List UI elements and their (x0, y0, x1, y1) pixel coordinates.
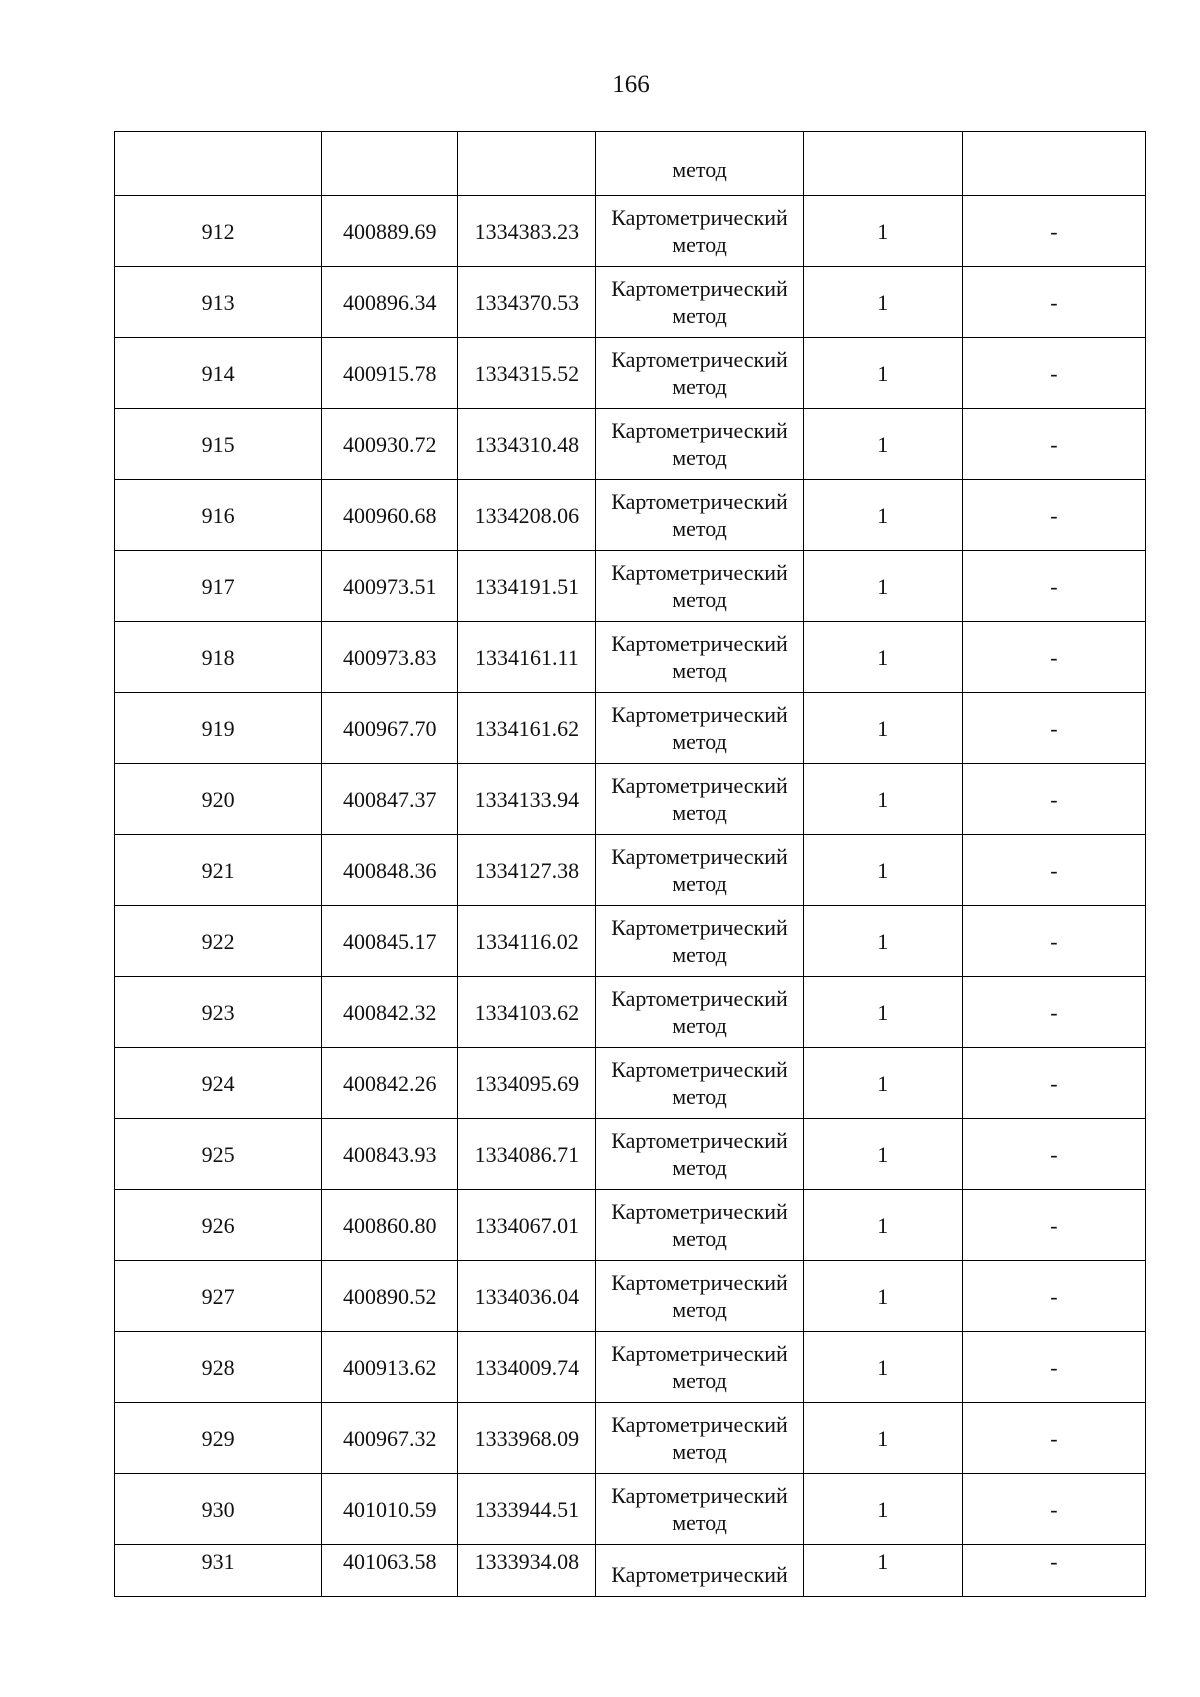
method-line: метод (672, 445, 727, 470)
cell-note: - (962, 1474, 1145, 1545)
cell-point-number: 916 (115, 480, 322, 551)
cell-y: 1334161.62 (458, 693, 596, 764)
method-line: метод (672, 1510, 727, 1535)
method-line: метод (672, 516, 727, 541)
cell-method (596, 1474, 803, 1545)
method-line: метод (672, 1013, 727, 1038)
method-line: Картометрический (611, 986, 788, 1011)
cell-note: - (962, 622, 1145, 693)
cell-method (596, 1261, 803, 1332)
cell-point-number: 917 (115, 551, 322, 622)
table-row (115, 835, 1146, 906)
cell-point-number: 913 (115, 267, 322, 338)
cell-point-number: 924 (115, 1048, 322, 1119)
method-line: метод (672, 1226, 727, 1251)
method-line: Картометрический (611, 418, 788, 443)
cell-note: - (962, 693, 1145, 764)
cell-y: 1334116.02 (458, 906, 596, 977)
table-row (115, 906, 1146, 977)
cell-y: 1333934.08 (458, 1545, 596, 1597)
page-number: 166 (612, 71, 650, 98)
cell-point-number: 915 (115, 409, 322, 480)
cell-note: - (962, 906, 1145, 977)
cell-note: - (962, 1332, 1145, 1403)
cell-accuracy: 1 (803, 1545, 962, 1597)
cell-y: 1334086.71 (458, 1119, 596, 1190)
cell-note: - (962, 480, 1145, 551)
cell-accuracy: 1 (803, 906, 962, 977)
method-line: метод (672, 729, 727, 754)
cell-method (596, 480, 803, 551)
cell-accuracy: 1 (803, 1403, 962, 1474)
cell-y: 1334127.38 (458, 835, 596, 906)
cell-point-number: 930 (115, 1474, 322, 1545)
method-line: Картометрический (611, 1270, 788, 1295)
coordinates-table-body (115, 132, 1146, 1597)
cell-point-number: 931 (115, 1545, 322, 1597)
cell-y (458, 132, 596, 196)
cell-y: 1334370.53 (458, 267, 596, 338)
cell-method (596, 267, 803, 338)
cell-x: 400973.51 (322, 551, 458, 622)
cell-y: 1334161.11 (458, 622, 596, 693)
cell-note: - (962, 409, 1145, 480)
cell-x: 400960.68 (322, 480, 458, 551)
cell-point-number: 927 (115, 1261, 322, 1332)
method-line: метод (672, 1297, 727, 1322)
cell-accuracy: 1 (803, 1261, 962, 1332)
table-row (115, 1545, 1146, 1597)
cell-point-number (115, 132, 322, 196)
cell-point-number: 919 (115, 693, 322, 764)
cell-point-number: 928 (115, 1332, 322, 1403)
cell-method (596, 196, 803, 267)
table-row (115, 409, 1146, 480)
cell-accuracy: 1 (803, 338, 962, 409)
cell-y: 1334310.48 (458, 409, 596, 480)
cell-accuracy: 1 (803, 551, 962, 622)
method-line: метод (672, 232, 727, 257)
cell-accuracy: 1 (803, 409, 962, 480)
cell-y: 1334009.74 (458, 1332, 596, 1403)
cell-y: 1333944.51 (458, 1474, 596, 1545)
cell-y: 1334315.52 (458, 338, 596, 409)
method-line: Картометрический (611, 631, 788, 656)
method-line: Картометрический (611, 1341, 788, 1366)
method-line: Картометрический (611, 1483, 788, 1508)
table-row (115, 764, 1146, 835)
cell-y: 1333968.09 (458, 1403, 596, 1474)
cell-x: 400973.83 (322, 622, 458, 693)
continuation-row (115, 132, 1146, 196)
cell-note: - (962, 551, 1145, 622)
coordinates-table (114, 131, 1146, 1597)
cell-x: 400896.34 (322, 267, 458, 338)
cell-note: - (962, 338, 1145, 409)
cell-point-number: 918 (115, 622, 322, 693)
cell-method: метод (596, 132, 803, 196)
table-row (115, 1474, 1146, 1545)
table-row (115, 977, 1146, 1048)
table-row (115, 267, 1146, 338)
cell-accuracy: 1 (803, 1119, 962, 1190)
cell-accuracy: 1 (803, 764, 962, 835)
cell-accuracy: 1 (803, 977, 962, 1048)
cell-x: 400848.36 (322, 835, 458, 906)
table-row (115, 1048, 1146, 1119)
cell-x: 400913.62 (322, 1332, 458, 1403)
cell-x: 401063.58 (322, 1545, 458, 1597)
cell-note: - (962, 977, 1145, 1048)
cell-y: 1334103.62 (458, 977, 596, 1048)
cell-point-number: 926 (115, 1190, 322, 1261)
cell-method (596, 409, 803, 480)
cell-x: 400890.52 (322, 1261, 458, 1332)
cell-note: - (962, 1048, 1145, 1119)
cell-method (596, 1190, 803, 1261)
cell-method (596, 1403, 803, 1474)
cell-y: 1334191.51 (458, 551, 596, 622)
method-line: Картометрический (611, 560, 788, 585)
cell-note: - (962, 1261, 1145, 1332)
cell-note: - (962, 1190, 1145, 1261)
method-line: Картометрический (611, 702, 788, 727)
cell-method (596, 1119, 803, 1190)
cell-note: - (962, 267, 1145, 338)
table-row (115, 338, 1146, 409)
cell-x: 400860.80 (322, 1190, 458, 1261)
cell-note: - (962, 764, 1145, 835)
table-row (115, 1332, 1146, 1403)
cell-x: 400845.17 (322, 906, 458, 977)
cell-x: 400847.37 (322, 764, 458, 835)
cell-y: 1334067.01 (458, 1190, 596, 1261)
method-line: метод (672, 587, 727, 612)
cell-x: 401010.59 (322, 1474, 458, 1545)
cell-x: 400930.72 (322, 409, 458, 480)
cell-accuracy: 1 (803, 1190, 962, 1261)
cell-point-number: 922 (115, 906, 322, 977)
cell-x (322, 132, 458, 196)
cell-note: - (962, 196, 1145, 267)
method-line: Картометрический (611, 1057, 788, 1082)
cell-y: 1334095.69 (458, 1048, 596, 1119)
cell-method (596, 1048, 803, 1119)
cell-x: 400842.32 (322, 977, 458, 1048)
table-row (115, 622, 1146, 693)
cell-method (596, 1545, 803, 1597)
table-row (115, 1119, 1146, 1190)
cell-x: 400967.32 (322, 1403, 458, 1474)
cell-y: 1334383.23 (458, 196, 596, 267)
cell-note: - (962, 835, 1145, 906)
cell-x: 400915.78 (322, 338, 458, 409)
cell-note: - (962, 1403, 1145, 1474)
method-line: метод (672, 374, 727, 399)
cell-point-number: 923 (115, 977, 322, 1048)
method-line: метод (672, 800, 727, 825)
cell-x: 400889.69 (322, 196, 458, 267)
method-line: Картометрический (611, 276, 788, 301)
table-row (115, 196, 1146, 267)
method-line: метод (672, 1084, 727, 1109)
table-row (115, 1261, 1146, 1332)
cell-point-number: 921 (115, 835, 322, 906)
method-line: Картометрический (611, 844, 788, 869)
cell-method (596, 1332, 803, 1403)
table-row (115, 1190, 1146, 1261)
cell-method (596, 764, 803, 835)
cell-point-number: 912 (115, 196, 322, 267)
table-row (115, 480, 1146, 551)
cell-note: - (962, 1119, 1145, 1190)
cell-accuracy: 1 (803, 196, 962, 267)
cell-note (962, 132, 1145, 196)
method-line: метод (672, 871, 727, 896)
method-line: Картометрический (611, 1562, 788, 1587)
method-line: метод (672, 1368, 727, 1393)
method-line: Картометрический (611, 1199, 788, 1224)
cell-point-number: 914 (115, 338, 322, 409)
cell-y: 1334036.04 (458, 1261, 596, 1332)
cell-accuracy: 1 (803, 693, 962, 764)
cell-point-number: 920 (115, 764, 322, 835)
cell-method (596, 977, 803, 1048)
method-line: метод (672, 1155, 727, 1180)
cell-accuracy: 1 (803, 480, 962, 551)
cell-y: 1334208.06 (458, 480, 596, 551)
method-line: метод (672, 658, 727, 683)
method-line: Картометрический (611, 489, 788, 514)
cell-accuracy: 1 (803, 1048, 962, 1119)
cell-method (596, 551, 803, 622)
cell-accuracy: 1 (803, 1474, 962, 1545)
cell-point-number: 929 (115, 1403, 322, 1474)
method-line: Картометрический (611, 205, 788, 230)
method-line: метод (672, 1439, 727, 1464)
cell-method (596, 906, 803, 977)
cell-accuracy (803, 132, 962, 196)
table-row (115, 693, 1146, 764)
method-line: Картометрический (611, 773, 788, 798)
cell-accuracy: 1 (803, 835, 962, 906)
method-line: Картометрический (611, 915, 788, 940)
method-line: Картометрический (611, 347, 788, 372)
cell-method (596, 693, 803, 764)
cell-y: 1334133.94 (458, 764, 596, 835)
cell-method (596, 338, 803, 409)
cell-accuracy: 1 (803, 267, 962, 338)
method-line: метод (672, 303, 727, 328)
method-line: Картометрический (611, 1128, 788, 1153)
cell-method (596, 835, 803, 906)
method-line: Картометрический (611, 1412, 788, 1437)
table-row (115, 1403, 1146, 1474)
cell-accuracy: 1 (803, 622, 962, 693)
cell-method (596, 622, 803, 693)
cell-x: 400842.26 (322, 1048, 458, 1119)
cell-note: - (962, 1545, 1145, 1597)
cell-x: 400843.93 (322, 1119, 458, 1190)
method-line: метод (672, 942, 727, 967)
cell-x: 400967.70 (322, 693, 458, 764)
cell-accuracy: 1 (803, 1332, 962, 1403)
cell-point-number: 925 (115, 1119, 322, 1190)
table-row (115, 551, 1146, 622)
